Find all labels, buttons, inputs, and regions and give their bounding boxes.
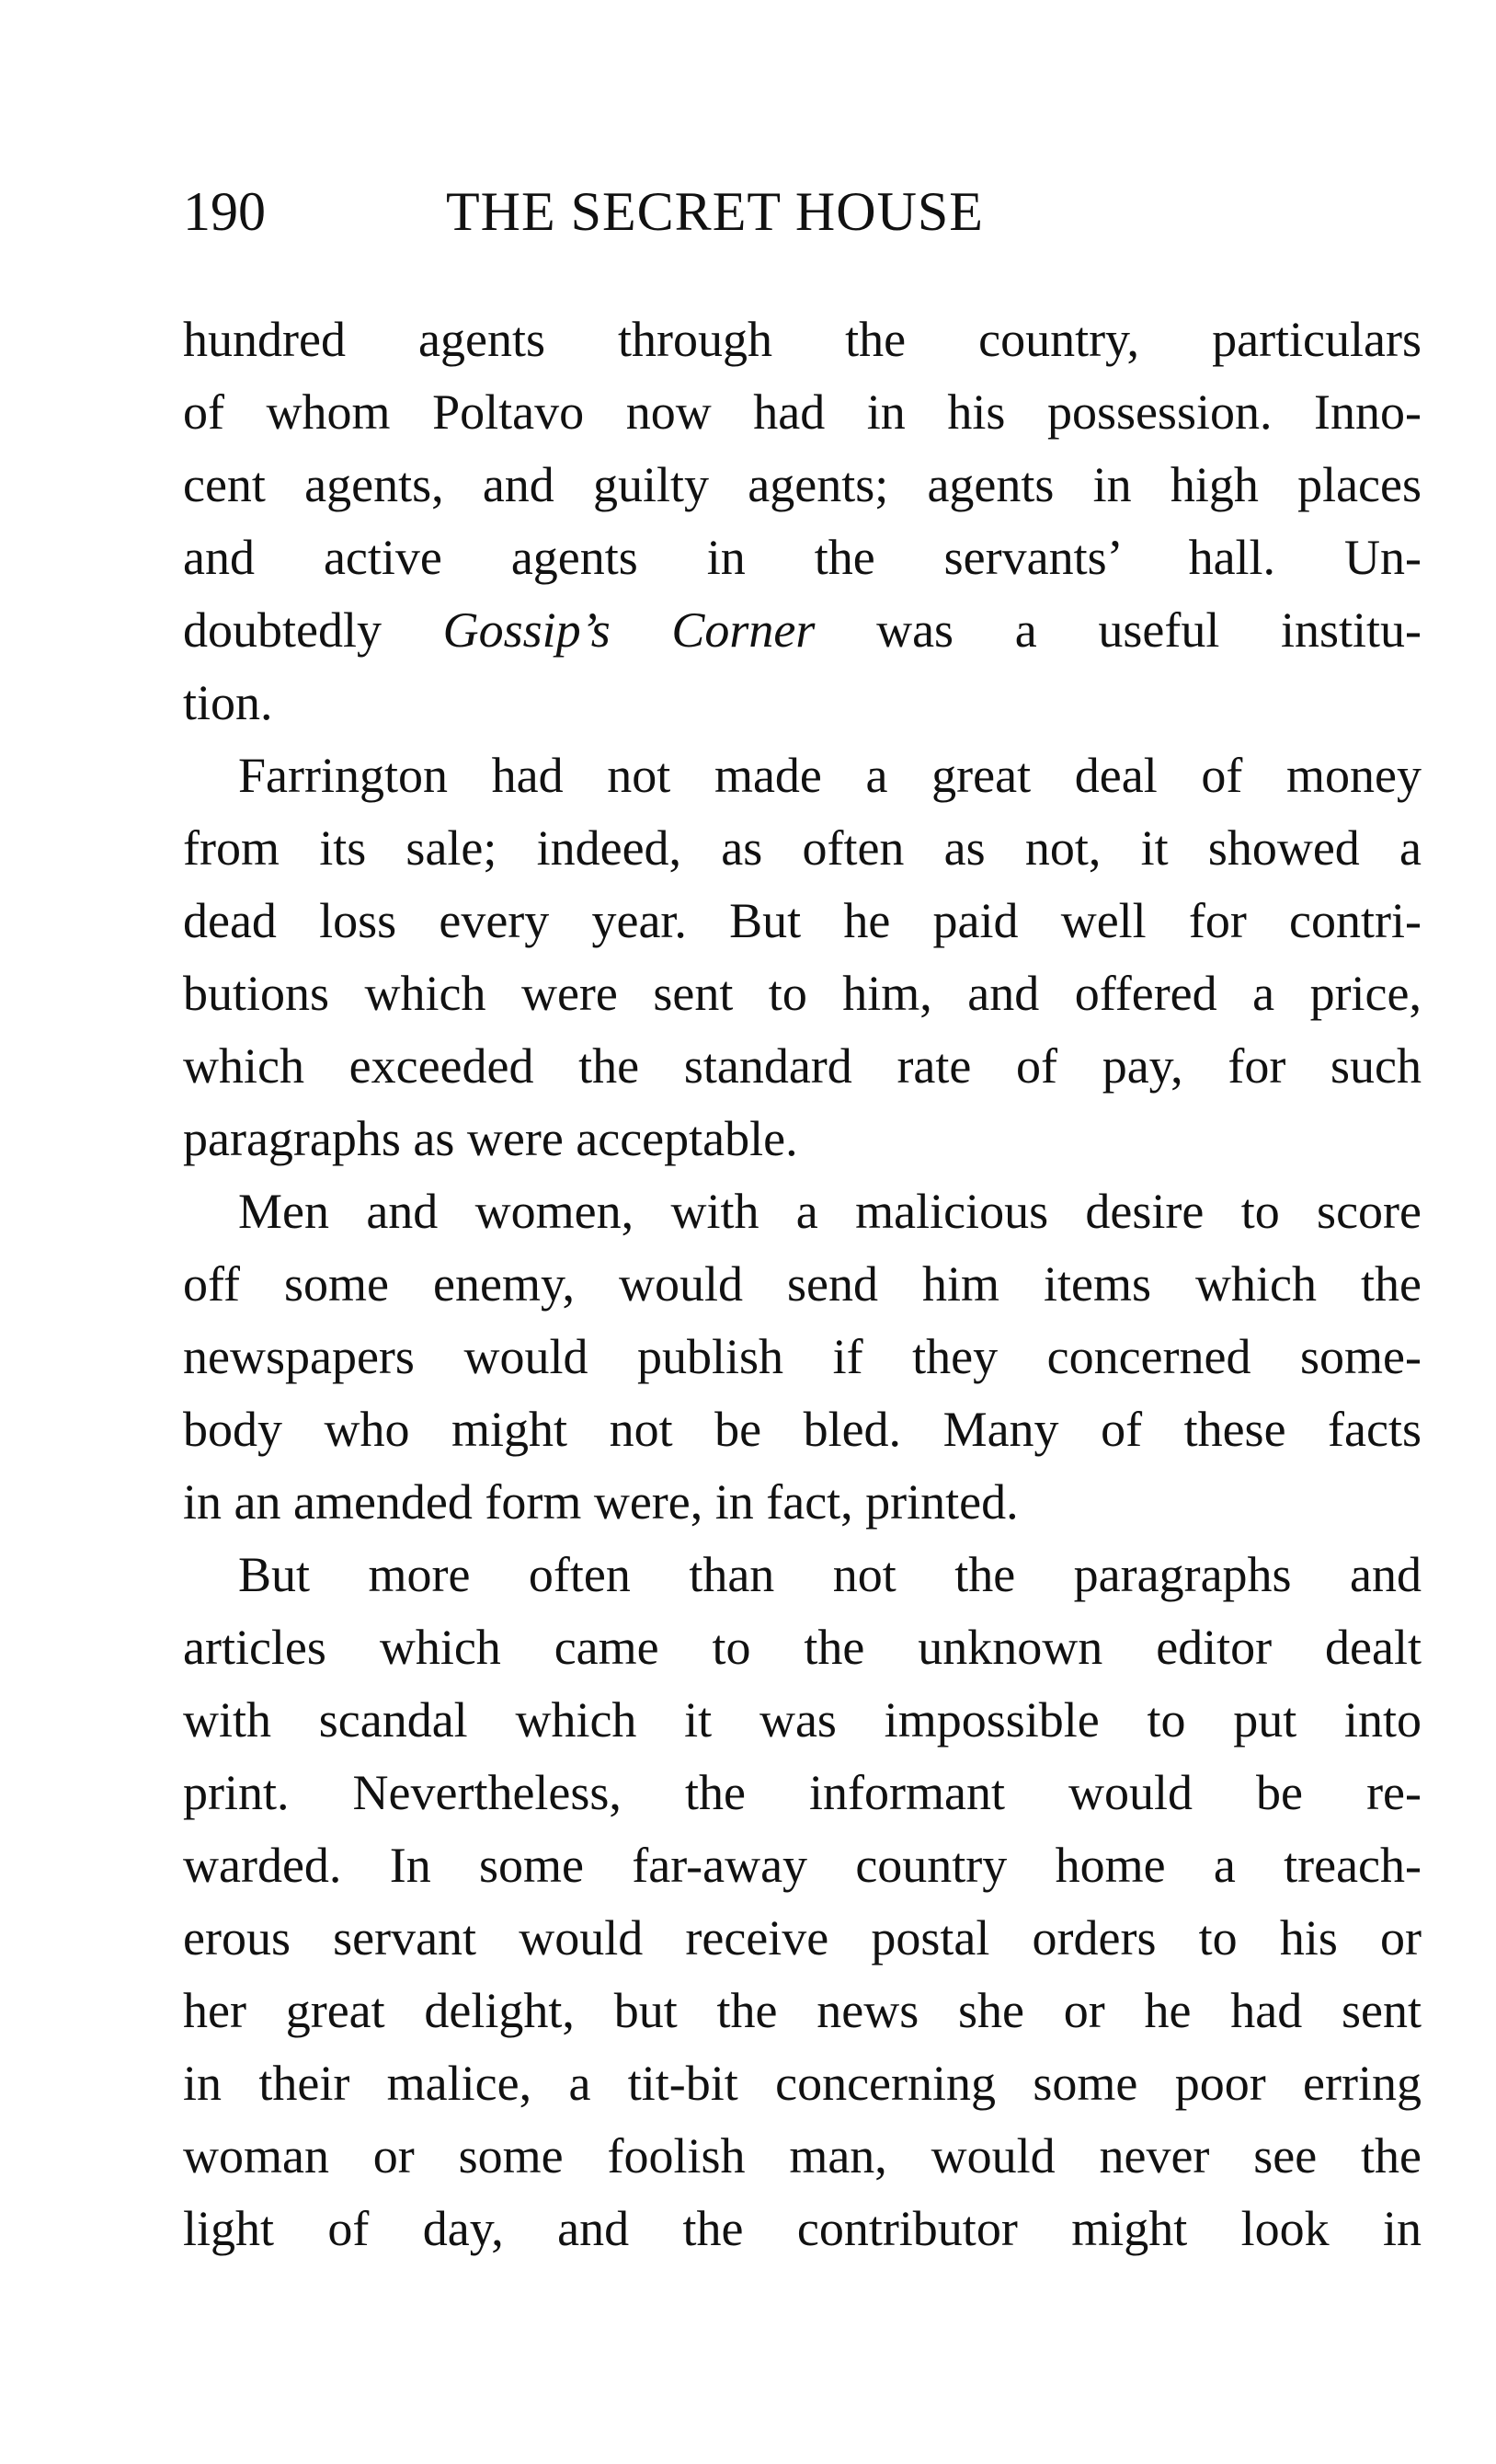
text-line: warded. In some far-away country home a treach-: [183, 1838, 1422, 1893]
text-line: woman or some foolish man, would never see the: [183, 2128, 1422, 2183]
paragraph: [183, 304, 1422, 739]
page-body-text: [183, 304, 1422, 2265]
italic-title: Gossip’s Corner: [442, 602, 816, 658]
text-line: paragraphs as were acceptable.: [183, 1111, 798, 1166]
paragraph: [183, 1175, 1422, 1539]
text-line: [183, 594, 1422, 667]
text-line: body who might not be bled. Many of these facts: [183, 1402, 1422, 1457]
running-title: THE SECRET HOUSE: [446, 181, 984, 242]
text-line: in an amended form were, in fact, printed.: [183, 1474, 1019, 1530]
running-header: [183, 180, 1433, 245]
text-line: But more often than not the paragraphs and: [238, 1547, 1422, 1602]
text-line: light of day, and the contributor might look in: [183, 2201, 1422, 2256]
text-segment: was a useful institu-: [876, 602, 1422, 658]
text-line: Men and women, with a malicious desire to score: [238, 1184, 1422, 1239]
text-line: newspapers would publish if they concerned some-: [183, 1329, 1422, 1384]
text-line: erous servant would receive postal orders to his or: [183, 1910, 1422, 1965]
text-line: and active agents in the servants’ hall. Un-: [183, 530, 1422, 585]
paragraph: [183, 739, 1422, 1175]
text-line: print. Nevertheless, the informant would be re-: [183, 1765, 1422, 1820]
text-line: cent agents, and guilty agents; agents in high places: [183, 457, 1422, 512]
text-line: articles which came to the unknown editor dealt: [183, 1620, 1422, 1675]
text-line: her great delight, but the news she or he had sent: [183, 1983, 1422, 2038]
text-line: off some enemy, would send him items which the: [183, 1256, 1422, 1312]
page-number: 190: [183, 181, 266, 242]
text-line: of whom Poltavo now had in his possession. Inno-: [183, 384, 1422, 440]
text-line: from its sale; indeed, as often as not, it showed a: [183, 820, 1422, 876]
text-line: tion.: [183, 675, 273, 730]
text-line: Farrington had not made a great deal of money: [238, 748, 1422, 803]
text-segment: doubtedly: [183, 602, 382, 658]
paragraph: [183, 1539, 1422, 2265]
text-line: butions which were sent to him, and offered a price,: [183, 966, 1422, 1021]
text-line: which exceeded the standard rate of pay, for such: [183, 1038, 1422, 1094]
text-line: in their malice, a tit-bit concerning some poor erring: [183, 2056, 1422, 2111]
text-line: dead loss every year. But he paid well for contri-: [183, 893, 1422, 948]
text-line: hundred agents through the country, particulars: [183, 312, 1422, 367]
text-line: with scandal which it was impossible to put into: [183, 1692, 1422, 1748]
